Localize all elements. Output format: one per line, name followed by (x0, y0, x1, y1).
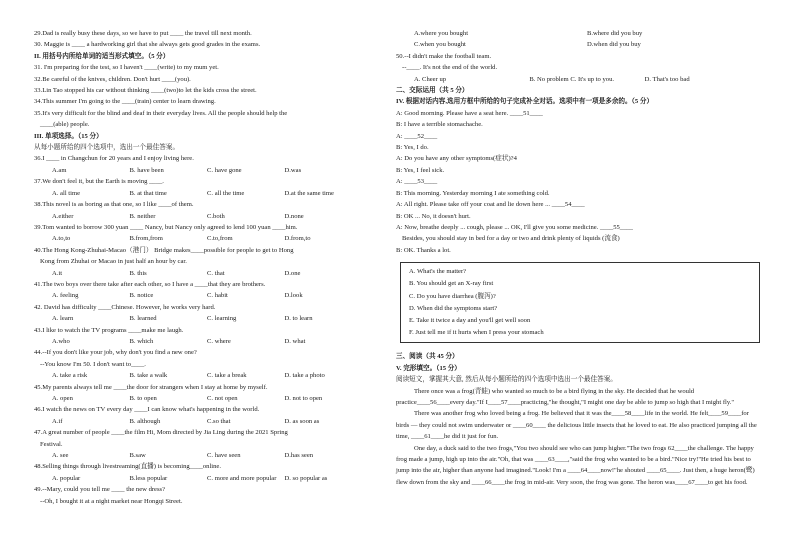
question-line: B: Yes, I feel sick. (396, 166, 445, 174)
question-line: 43.I like to watch the TV programs ____make me laugh. (34, 326, 184, 334)
answer-option: D. to learn (284, 315, 313, 323)
question-line: 47.A great number of people ____the film Hi, Mom directed by Jia Ling during the 2021 Spring (34, 429, 288, 437)
question-line: 33.Lin Tao stopped his car without thinking ____(two)to let the kids cross the street. (34, 87, 257, 95)
answer-option: C. not open (207, 395, 238, 402)
options-box (400, 262, 760, 343)
answer-option: D.has seen (284, 452, 314, 460)
section-heading: III. 单项选择。（15 分） (34, 132, 103, 140)
question-line: 37.We don't feel it, but the Earth is moving ____. (34, 178, 164, 186)
question-line: 46.I watch the news on TV every day ____I can know what's happening in the world. (34, 406, 260, 414)
answer-option: C. more and more popular (207, 474, 277, 482)
answer-option: D. as soon as (284, 417, 320, 425)
answer-option: D.from,to (284, 235, 311, 243)
answer-option: C. that (207, 269, 225, 277)
question-line: 35.It's very difficult for the blind and deaf in their everyday lives. All the people should help the (34, 109, 288, 117)
answer-options (34, 290, 362, 301)
question-line: --You know I'm 50. I don't want to____. (40, 360, 146, 368)
question-line: 36.I ____ in Changchun for 20 years and I enjoy living here. (34, 155, 194, 163)
question-line: 31. I'm preparing for the test, so I haven't ____(write) to my mum yet. (34, 64, 219, 72)
question-line: 45.My parents always tell me ____the door for strangers when I stay at home by myself. (34, 383, 268, 391)
answer-option: C. take a break (207, 372, 247, 380)
answer-option: D.when did you buy (587, 41, 641, 49)
question-line: B: This morning. Yesterday morning I ate something cold. (396, 189, 550, 197)
answer-option: A. popular (52, 474, 81, 482)
question-line: 39.Tom wanted to borrow 300 yuan ____ Nancy, but Nancy only agreed to lend 100 yuan ____him. (34, 223, 298, 231)
answer-option: B. to open (129, 395, 157, 402)
answer-option: B.from,from (129, 235, 163, 243)
answer-option: B. at that time (129, 189, 167, 197)
answer-option: A. all time (52, 189, 81, 197)
answer-option: C.to,from (207, 235, 233, 243)
answer-options (34, 313, 362, 324)
answer-options (396, 28, 760, 39)
passage-paragraph: There once was a frog(青蛙) who wanted so much to be a bird flying in the sky. He decided that he would practice____56____every day."If I____57____practicing,"he thought,"I might one day be able to jump so high that I might fly." (396, 387, 735, 406)
answer-options (34, 450, 362, 461)
passage-paragraph: One day, a duck said to the two frogs,"You two should see who can jump higher."The two frogs 62____the challenge. The happy frog made a jump, high up into the air."Oh, that was ____63____,"said the frog who wanted to be a bird."Nice try!"He tried his best to jump into the air, higher than anyone had imagined."Look! I'm a ____64____now!"he shouted ____65____. Just then, a huge heron(鹭) flew down from the sky and ____66____the frog in mid-air. Very soon, the frog was gone. The heron was____67____to get his food. (396, 444, 755, 486)
answer-option: B.where did you buy (587, 30, 643, 37)
answer-options (34, 393, 362, 404)
answer-option: D. not to open (284, 395, 323, 402)
answer-option: C. have seen (207, 452, 241, 460)
option-sentence: B. You should get an X-ray first (409, 280, 494, 288)
question-line: A: ____53____ (396, 178, 438, 186)
answer-option: C.both (207, 212, 225, 220)
answer-option: B. take a walk (129, 372, 168, 380)
question-line: --Oh, I bought it at a night market near Hongqi Street. (40, 497, 183, 505)
question-line: Festival. (40, 440, 63, 448)
answer-options (34, 416, 362, 427)
question-line: ____(able) people. (40, 121, 90, 129)
option-sentence: C. Do you have diarrhea (腹泻)? (409, 292, 496, 300)
section-heading: II. 用括号内所给单词的适当形式填空。（5 分） (34, 52, 170, 60)
question-line: A: Do you have any other symptoms(症状)?4 (396, 155, 517, 163)
answer-option: A. feeling (52, 292, 79, 300)
answer-option: A. learn (52, 315, 74, 323)
question-line: 从每小题所给的四个选项中，选出一个最佳答案。 (34, 144, 180, 152)
reading-section-header (396, 351, 760, 385)
answer-option: A. Cheer up (414, 75, 447, 83)
question-line: 29.Dad is really busy these days, so we have to put ____ the travel till next month. (34, 30, 252, 37)
question-line: 40.The Hong Kong-Zhuhai-Macao（港门） Bridge makes____possible for people to get to Hong (34, 246, 294, 254)
section-heading: 三、阅读（共 45 分） (396, 353, 459, 361)
answer-option: A. open (52, 395, 73, 402)
answer-option: D. That's too bad (644, 75, 690, 83)
answer-option: C.when you bought (414, 41, 466, 49)
question-line: Kong from Zhuhai or Macao in just half an hour by car. (40, 258, 187, 266)
answer-option: D.one (284, 269, 301, 277)
passage-paragraph: There was another frog who loved being a frog. He believed that it was the____58____life in the world. He felt____59____for birds — they could not swim underwater or ____60____ the delicious little insects that he loved to eat. He also practiced jumping all the time, ____61____he did it just for fun. (396, 410, 757, 441)
section-heading: V. 完形填空。（15 分） (396, 364, 461, 372)
answer-option: A.where you bought (414, 30, 469, 37)
cloze-passage (396, 386, 760, 489)
question-line: Besides, you should stay in bed for a day or two and drink plenty of liquids (流食) (402, 235, 620, 243)
answer-option: A.am (52, 166, 67, 174)
answer-option: C. have gone (207, 166, 242, 174)
answer-option: D. what (284, 337, 306, 345)
question-line: 38.This novel is as boring as that one, so I like ____of them. (34, 201, 194, 209)
question-line: 34.This summer I'm going to the ____(train) center to learn drawing. (34, 98, 216, 106)
answer-options (396, 39, 760, 50)
answer-options (34, 370, 362, 381)
question-line: 41.The two boys over there take after each other, so I have a ____that they are brothers. (34, 280, 266, 288)
question-line: 44.--If you don't like your job, why don't you find a new one? (34, 349, 197, 357)
answer-option: C. learning (207, 315, 237, 323)
question-line: 30. Maggie is ____ a hardworking girl that she always gets good grades in the exams. (34, 41, 261, 49)
answer-option: D. take a photo (284, 372, 325, 380)
answer-option: A. take a risk (52, 372, 88, 380)
answer-option: D.was (284, 166, 302, 174)
question-line: 32.Be careful of the knives, children. Don't hurt ____(you). (34, 75, 191, 83)
answer-option: A. see (52, 452, 69, 460)
answer-option: B. although (129, 417, 161, 425)
answer-option: D.look (284, 292, 303, 300)
section-heading: 二、交际运用（共 5 分） (396, 87, 469, 95)
answer-options (34, 211, 362, 222)
answer-options (396, 74, 760, 85)
question-line: A: ____52____ (396, 132, 438, 140)
answer-option: A.it (52, 269, 63, 277)
answer-option: B. learned (129, 315, 157, 323)
answer-options (34, 473, 362, 484)
answer-option: B. No problem C. It's up to you. (529, 75, 615, 83)
question-line: B: OK ... No, it doesn't hurt. (396, 212, 471, 220)
option-sentence: E. Take it twice a day and you'll get well soon (409, 316, 531, 324)
question-line: A: All right. Please take off your coat and lie down here ... ____54____ (396, 201, 585, 209)
question-line: 50.--I didn't make the football team. (396, 52, 492, 60)
question-line: A: Good morning. Please have a seat here. ____51____ (396, 109, 543, 117)
answer-option: D.none (284, 212, 304, 220)
option-sentence: A. What's the matter? (409, 268, 467, 276)
dialogue-section (396, 28, 760, 256)
answer-option: D. so popular as (284, 474, 328, 482)
right-column (396, 28, 760, 488)
answer-option: A.if (52, 417, 63, 425)
answer-options (34, 233, 362, 244)
answer-option: C.so that (207, 417, 231, 425)
question-line: B: Yes, I do. (396, 144, 429, 152)
question-line: 48.Selling things through livestreaming(直播) is becoming____online. (34, 463, 221, 471)
answer-option: A.to,to (52, 235, 71, 243)
question-line: 42. David has difficulty ____Chinese. However, he works very hard. (34, 303, 216, 311)
answer-option: B. notice (129, 292, 154, 300)
answer-options (34, 268, 362, 279)
answer-option: B.saw (129, 452, 146, 460)
option-sentence: F. Just tell me if it hurts when I press your stomach (409, 329, 544, 337)
question-line: --____. It's not the end of the world. (402, 64, 498, 72)
question-line: 49.--Mary, could you tell me ____ the new dress? (34, 486, 166, 494)
question-line: 阅读短文，掌握其大意, 然后从每小题所给的四个选项中选出一个最佳答案。 (396, 376, 617, 384)
answer-option: B.less popular (129, 474, 168, 482)
answer-options (34, 188, 362, 199)
answer-option: A.who (52, 337, 70, 345)
answer-option: B. this (129, 269, 147, 277)
answer-option: B. have been (129, 166, 164, 174)
question-line: B: OK. Thanks a lot. (396, 246, 451, 254)
option-sentence: D. When did the symptoms start? (409, 304, 498, 312)
answer-option: C. all the time (207, 189, 245, 197)
question-line: B: I have a terrible stomachache. (396, 121, 483, 129)
answer-option: C. habit (207, 292, 228, 300)
answer-option: B. neither (129, 212, 156, 220)
section-heading: IV. 根据对话内容,选用方框中所给的句子完成补全对话。选项中有一项是多余的。（5 分） (396, 98, 654, 106)
answer-option: C. where (207, 337, 231, 345)
answer-options (34, 165, 362, 176)
answer-option: A.either (52, 212, 74, 220)
left-column (34, 28, 362, 507)
answer-option: B. which (129, 337, 154, 345)
answer-option: D.at the same time (284, 189, 334, 197)
question-line: A: Now, breathe deeply ... cough, please ... OK, I'll give you some medicine. ____55____ (396, 223, 633, 231)
answer-options (34, 336, 362, 347)
